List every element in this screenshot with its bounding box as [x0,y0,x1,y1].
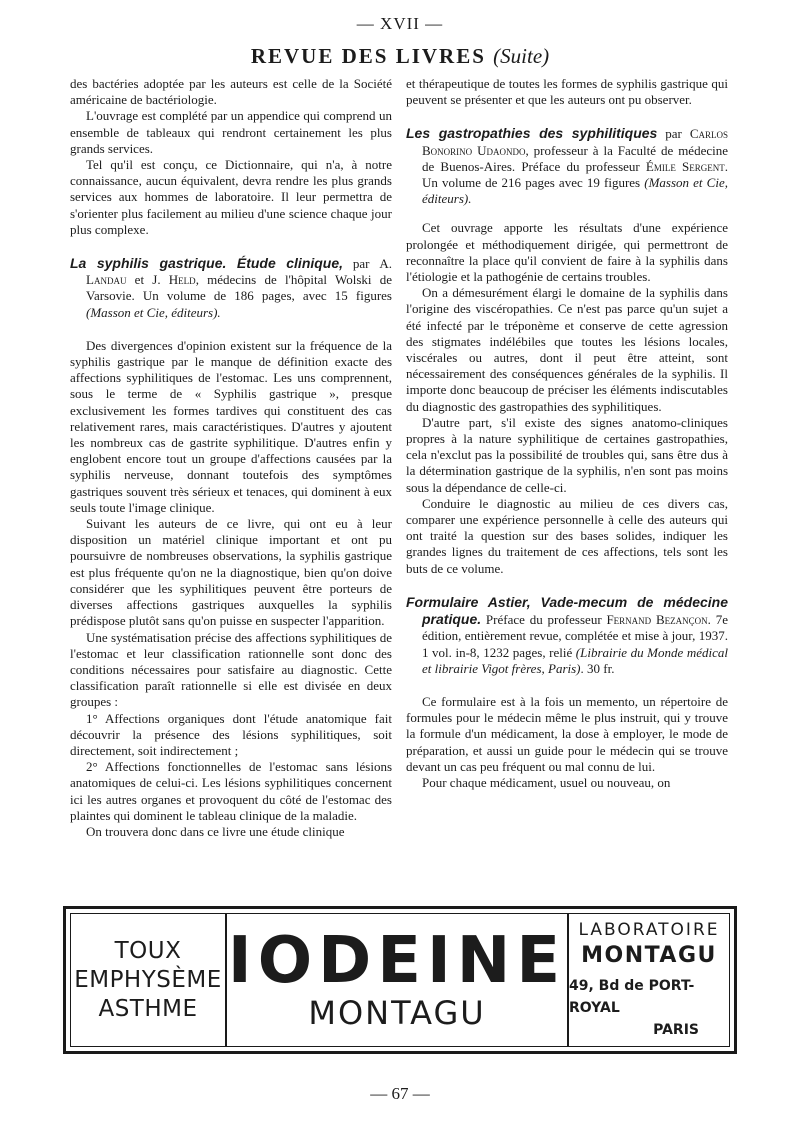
author-name: Émile Sergent [645,158,725,174]
citation-text: et [126,272,153,288]
ad-lab-name: MONTAGU [581,943,717,968]
paragraph: On a démesurément élargi le domaine de la syphilis dans l'origine des viscéropathies. Ce n'est pas parce qu'un sujet a été infecté par le tréponème et conserve de cette agression des stigmates indélébiles que toutes les lésions locales, viscérales ou autres, dont il peut être atteint, sont nécessairement des conséquences générales de la syphilis. Il importe donc beaucoup de préciser les éléments indiscutables du diagnostic des gastropathies des syphilitiques. [406,285,728,414]
advertisement [63,906,737,1054]
ad-brand [227,914,569,1046]
author-name: Fernand Bezançon [606,612,708,628]
citation-text: , professeur à la Faculté de médecine de Buenos-Aires. Préface du professeur [422,142,728,174]
paragraph: Conduire le diagnostic au milieu de ces divers cas, comparer une expérience personnelle à celle des auteurs qui ont traité la question sur des bases solides, indiquer les grandes lignes du traitement de ces affections, tels sont les buts de ce volume. [406,495,728,576]
paragraph: D'autre part, s'il existe des signes anatomo-cliniques propres à la nature syphilitique de certaines gastropathies, cela n'exclut pas la possibilité de troubles qui, sans être dus à la détermination gastrique de la syphilis, n'en sont pas moins sous la dépendance de celle-ci. [406,414,728,495]
price: . 30 fr. [580,660,615,676]
paragraph: Tel qu'il est conçu, ce Dictionnaire, qui n'a, à notre connaissance, aucun équivalent, devra rendre les plus grands services aux hommes de laboratoire. Il leur permettra de s'orienter plus facilement au milieu d'une science chaque jour plus complexe. [70,157,392,237]
book-title: Formulaire Astier, Vade-mecum de médecine pratique. [406,593,728,628]
paragraph: Cet ouvrage apporte les résultats d'une expérience prolongée et méthodiquement dirigée, qui permettront de reconnaître la place qu'il convient de faire à la syphilis dans l'étiologie et la pathogénie de certains troubles. [406,220,728,285]
ad-indication: TOUX [114,937,182,964]
running-title-suite: (Suite) [493,44,550,68]
citation-text: , médecins de l'hôpital Wolski de Varsovie. Un volume de 186 pages, avec 15 figures [86,272,392,304]
paragraph: On trouvera donc dans ce livre une étude clinique [86,823,345,839]
folio: — XVII — [356,14,444,33]
right-column [406,76,728,791]
book-entry-citation [406,125,728,207]
ad-indication: ASTHME [98,995,198,1022]
book-entry [406,594,728,677]
paragraph: des bactéries adoptée par les auteurs est celle de la Société américaine de bactériologie. [70,76,392,108]
running-title [0,44,800,69]
book-entry-citation [70,255,392,321]
advertisement-frame [70,913,730,1047]
publisher: (Masson et Cie, éditeurs). [86,304,221,320]
paragraph: Des divergences d'opinion existent sur la fréquence de la syphilis gastrique par le manque de définition exacte des affections syphilitiques de l'estomac. Les uns comprennent, sous le terme de « Syphilis gastrique », presque exclusivement les formes tardives qui constituent des cas relativement rares, mais caractéristiques. D'autres y ajoutent les nombreux cas de gastrite syphilitique. D'autres enfin y englobent encore tout un groupe d'affections causées par la syphilis nerveuse, donnant toutefois des symptômes gastriques souvent très sérieux et tenaces, qui dominent à eux seuls toute l'image clinique. [70,337,392,515]
citation-text: par [343,256,380,272]
paragraph: Une systématisation précise des affections syphilitiques de l'estomac et leur classification rationnelle sont donc des conditions nécessaires pour satisfaire au diagnostic. Cette classification paraît rationnelle si elle est divisée en deux groupes : [70,629,392,710]
book-entry [406,125,728,207]
paragraph: Pour chaque médicament, usuel ou nouveau, on [422,774,671,790]
author-name: A. Landau [86,256,393,288]
ad-brand-sub: MONTAGU [308,994,486,1032]
book-entry [70,255,392,321]
paragraph: et thérapeutique de toutes les formes de syphilis gastrique qui peuvent se présenter et que les auteurs ont pu observer. [406,76,728,108]
ad-laboratory [569,914,729,1046]
paragraph: 2° Affections fonctionnelles de l'estomac sans lésions anatomiques de celui-ci. Les lésions syphilitiques concernent ici les autres organes et provoquent du côté de l'estomac des plaintes qui dominent le tableau clinique de la maladie. [70,759,392,823]
paragraph: 1° Affections organiques dont l'étude anatomique fait découvrir la présence des lésions syphilitiques, soit directement, soit indirectement ; [70,710,392,758]
ad-brand-name: IODEINE [227,924,567,998]
book-title: La syphilis gastrique. Étude clinique, [70,255,344,272]
book-title: Les gastropathies des syphilitiques [406,125,658,142]
publisher: (Masson et Cie, éditeurs). [422,175,728,207]
paragraph: L'ouvrage est complété par un appendice qui comprend un ensemble de tableaux qui rendront certainement les plus grands services. [70,108,392,156]
citation-text: . 7e édition, entièrement revue, complétée et mise à jour, 1937. 1 vol. in-8, 1232 pages, relié [422,612,728,660]
running-title-text: REVUE DES LIVRES [250,44,486,68]
left-column [70,76,392,840]
paragraph: Ce formulaire est à la fois un memento, un répertoire de formules pour le médecin même le plus instruit, qui y trouve la formule d'un médicament, la dose à employer, le mode de préparation, et aussi un guide pour le médecin qui se trouve devant un cas peu fréquent ou mal connu de lui. [406,693,728,774]
ad-indications [71,914,227,1046]
page-number: — 67 — [370,1084,430,1103]
ad-address: 49, Bd de PORT-ROYAL [569,978,695,1016]
ad-lab-label: LABORATOIRE [578,920,720,940]
citation-text: Préface du professeur [481,612,607,628]
publisher: (Librairie du Monde médical et librairie Vigot frères, Paris) [422,644,728,676]
ad-city: PARIS [653,1022,699,1038]
citation-text: par [657,126,690,142]
ad-indication: EMPHYSÈME [74,966,222,993]
citation-text: . Un volume de 216 pages avec 19 figures [422,158,728,191]
book-entry-citation [406,594,728,677]
author-name: J. Held [152,272,196,288]
paragraph: Suivant les auteurs de ce livre, qui ont eu à leur disposition un matériel clinique important et ont pu poursuivre de nombreuses observations, la syphilis gastrique est plus fréquente qu'on ne la diagnostique, bien qu'on doive considérer que les syphilitiques peuvent être porteurs de diverses affections gastriques auxquelles la syphilis prédispose plutôt sans qu'on puisse en suspecter l'apparition. [70,516,392,629]
author-name: Carlos Bonorino Udaondo [422,126,728,158]
